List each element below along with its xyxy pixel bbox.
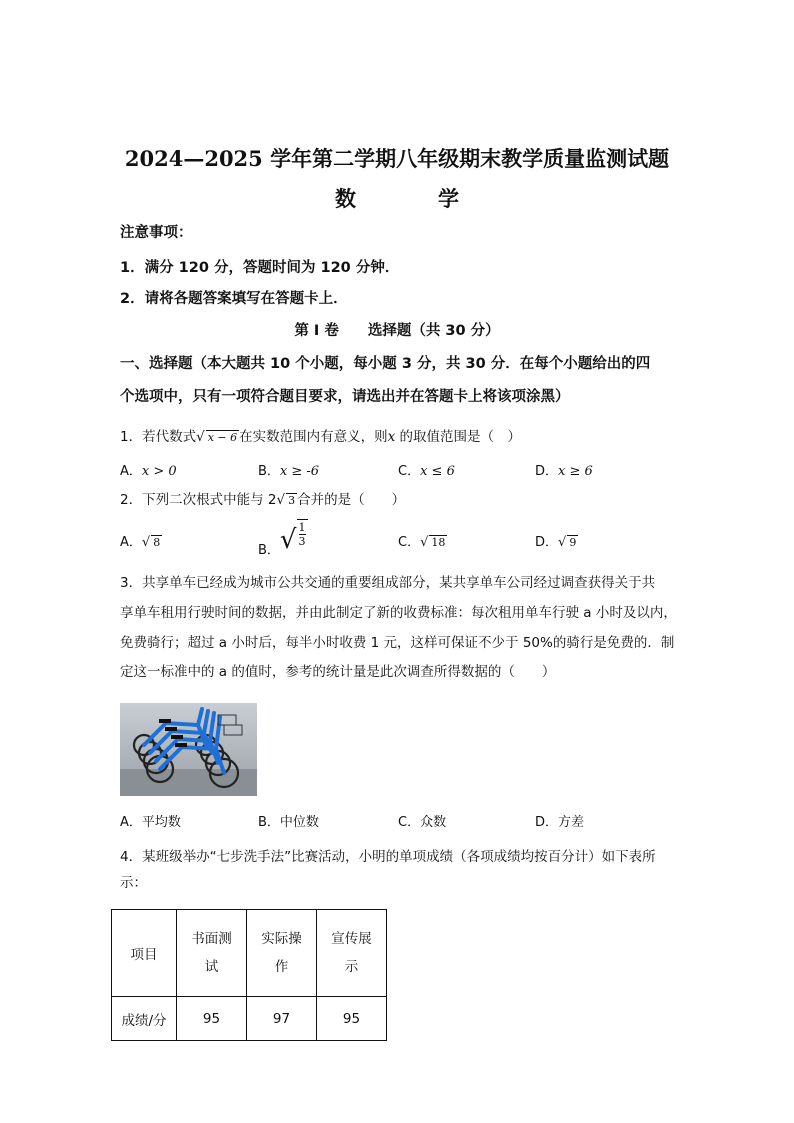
q3-line-3: 免费骑行；超过 a 小时后，每半小时收费 1 元，这样可保证不少于 50%的骑行是免费的．制 [120,635,675,651]
q1-prefix: 1．若代数式 [120,429,197,445]
table-row [112,997,387,1041]
question-1-stem [120,425,521,445]
q1-middle: 在实数范围内有意义，则 [239,429,388,445]
q1-option-a: A．x > 0 [120,464,177,479]
table-header-practical: 实际操 作 [247,910,317,997]
q3-line-4: 定这一标准中的 a 的值时，参考的统计量是此次调查所得数据的（ ） [120,664,556,680]
q3-option-a: A．平均数 [120,815,181,830]
sqrt-symbol: √ [196,429,205,445]
shared-bikes-photo [120,703,257,796]
notice-heading: 注意事项： [120,225,193,241]
subject-char-2: 学 [438,186,459,211]
table-cell-written-score: 95 [177,997,247,1041]
q1-suffix: 的取值范围是（ ） [395,429,522,445]
q2-option-b: B．√ $\frac{1}{3}$ [258,521,306,558]
section-instruction-1: 一、选择题（本大题共 10 个小题，每小题 3 分，共 30 分．在每个小题给出的四 [120,356,651,372]
notice-item-2: 2．请将各题答案填写在答题卡上． [120,291,348,307]
q2-option-c: C．√ 18 [398,535,446,550]
subject-char-1: 数 [335,186,356,211]
notice-item-1: 1．满分 120 分，答题时间为 120 分钟． [120,260,400,276]
q4-line-2: 示： [120,875,147,891]
q2-option-a: A．√ 8 [120,535,161,550]
question-2-stem [120,488,405,508]
table-header-item: 项目 [112,910,177,997]
table-header-written-test: 书面测 试 [177,910,247,997]
sqrt-symbol: √ [276,492,286,508]
table-cell-promotion-score: 95 [317,997,387,1041]
q2-prefix: 2．下列二次根式中能与 2 [120,492,277,508]
table-header-promotion: 宣传展 示 [317,910,387,997]
score-table [111,909,387,1041]
q3-line-2: 享单车租用行驶时间的数据，并由此制定了新的收费标准：每次租用单车行驶 a 小时及以内， [120,605,677,621]
table-cell-label: 成绩/分 [112,997,177,1041]
q2-option-d: D．√ 9 [535,535,577,550]
table-header-row [112,910,387,997]
q3-option-b: B．中位数 [258,815,319,830]
q4-line-1: 4．某班级举办“七步洗手法”比赛活动，小明的单项成绩（各项成绩均按百分计）如下表所 [120,849,656,865]
q3-option-d: D．方差 [535,815,585,830]
q1-radicand: x − 6 [207,431,238,444]
q1-option-c: C．x ≤ 6 [398,464,455,479]
table-cell-practical-score: 97 [247,997,317,1041]
q2-radicand: 3 [288,494,296,507]
q1-var: x [387,429,396,445]
q3-option-c: C．众数 [398,815,447,830]
section-title: 第 I 卷 选择题（共 30 分） [294,323,500,339]
q3-line-1: 3．共享单车已经成为城市公共交通的重要组成部分，某共享单车公司经过调查获得关于共 [120,575,656,591]
q1-option-d: D．x ≥ 6 [535,464,593,479]
q1-option-b: B．x ≥ -6 [258,464,320,479]
q2-suffix: 合并的是（ ） [297,492,406,508]
section-instruction-2: 个选项中，只有一项符合题目要求，请选出并在答题卡上将该项涂黑） [120,389,570,405]
exam-title: 2024—2025 学年第二学期八年级期末教学质量监测试题 [124,146,670,171]
